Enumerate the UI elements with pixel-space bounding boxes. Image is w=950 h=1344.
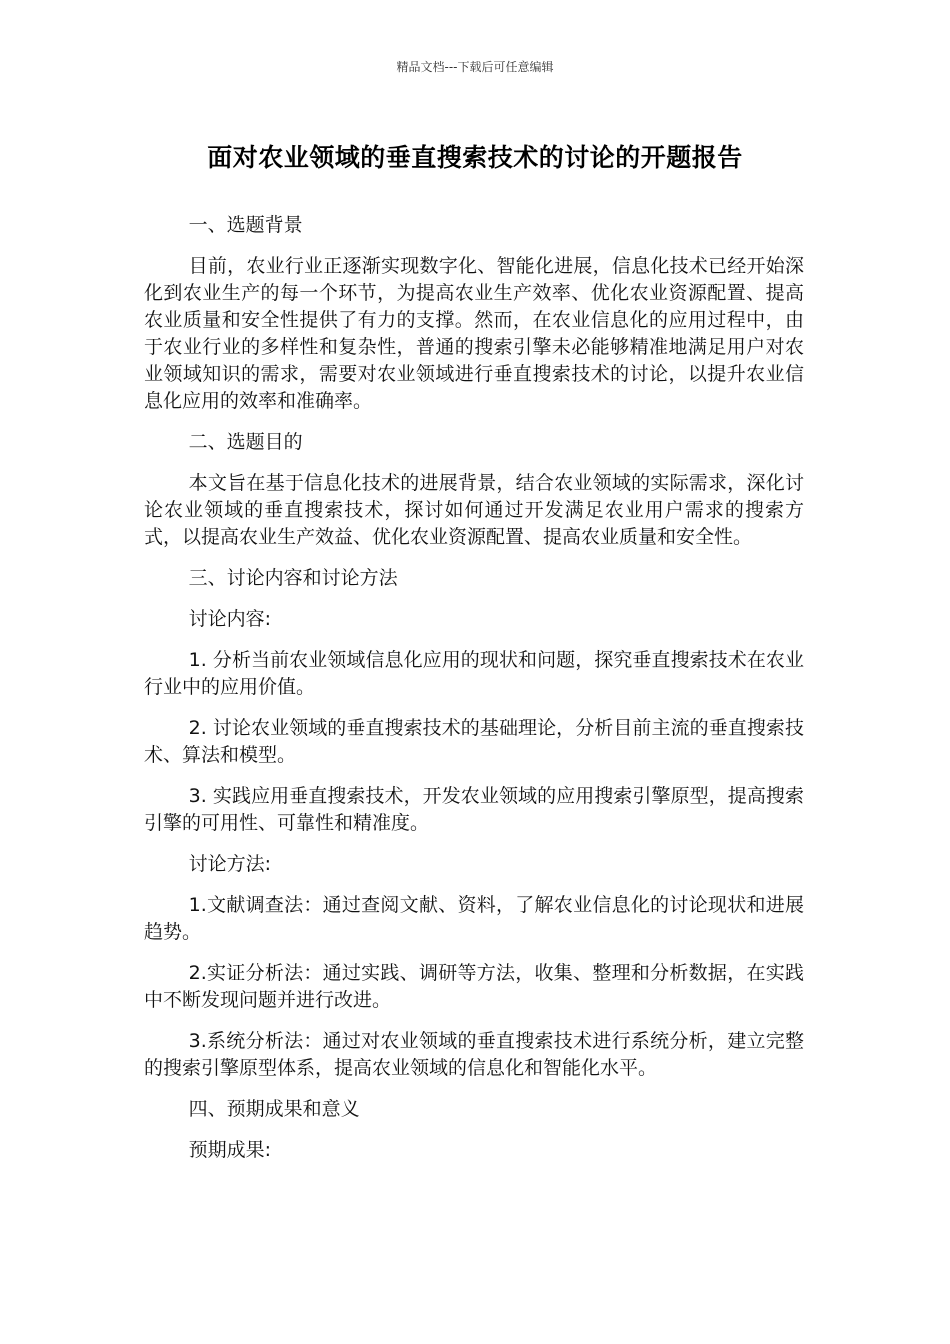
page-header: 精品文档---下载后可任意编辑 [396, 60, 554, 74]
list-item-method-1: 1.文献调查法：通过查阅文献、资料，了解农业信息化的讨论现状和进展趋势。 [144, 894, 804, 943]
section-heading-content-methods: 三、讨论内容和讨论方法 [188, 567, 398, 589]
document-body [144, 212, 804, 1178]
list-item-content-2: 2. 讨论农业领域的垂直搜索技术的基础理论，分析目前主流的垂直搜索技术、算法和模型。 [144, 717, 804, 766]
subheading-expected-results: 预期成果: [188, 1139, 272, 1161]
subheading-content: 讨论内容: [188, 608, 272, 630]
section-heading-background: 一、选题背景 [188, 214, 303, 236]
paragraph-background: 目前，农业行业正逐渐实现数字化、智能化进展，信息化技术已经开始深化到农业生产的每一个环节，为提高农业生产效率、优化农业资源配置、提高农业质量和安全性提供了有力的支撑。然而，在农业信息化的应用过程中，由于农业行业的多样性和复杂性，普通的搜索引擎未必能够精准地满足用户对农业领域知识的需求，需要对农业领域进行垂直搜索技术的讨论，以提升农业信息化应用的效率和准确率。 [144, 255, 804, 412]
subheading-methods: 讨论方法: [188, 853, 272, 875]
paragraph-purpose: 本文旨在基于信息化技术的进展背景，结合农业领域的实际需求，深化讨论农业领域的垂直搜索技术，探讨如何通过开发满足农业用户需求的搜索方式，以提高农业生产效益、优化农业资源配置、提高农业质量和安全性。 [144, 472, 804, 548]
section-heading-purpose: 二、选题目的 [188, 431, 303, 453]
document-title: 面对农业领域的垂直搜索技术的讨论的开题报告 [207, 143, 743, 172]
list-item-method-2: 2.实证分析法：通过实践、调研等方法，收集、整理和分析数据，在实践中不断发现问题并进行改进。 [144, 962, 804, 1011]
section-heading-results: 四、预期成果和意义 [188, 1098, 360, 1120]
list-item-content-3: 3. 实践应用垂直搜索技术，开发农业领域的应用搜索引擎原型，提高搜索引擎的可用性、可靠性和精准度。 [144, 785, 804, 834]
list-item-content-1: 1. 分析当前农业领域信息化应用的现状和问题，探究垂直搜索技术在农业行业中的应用价值。 [144, 649, 804, 698]
list-item-method-3: 3.系统分析法：通过对农业领域的垂直搜索技术进行系统分析，建立完整的搜索引擎原型体系，提高农业领域的信息化和智能化水平。 [144, 1030, 804, 1079]
